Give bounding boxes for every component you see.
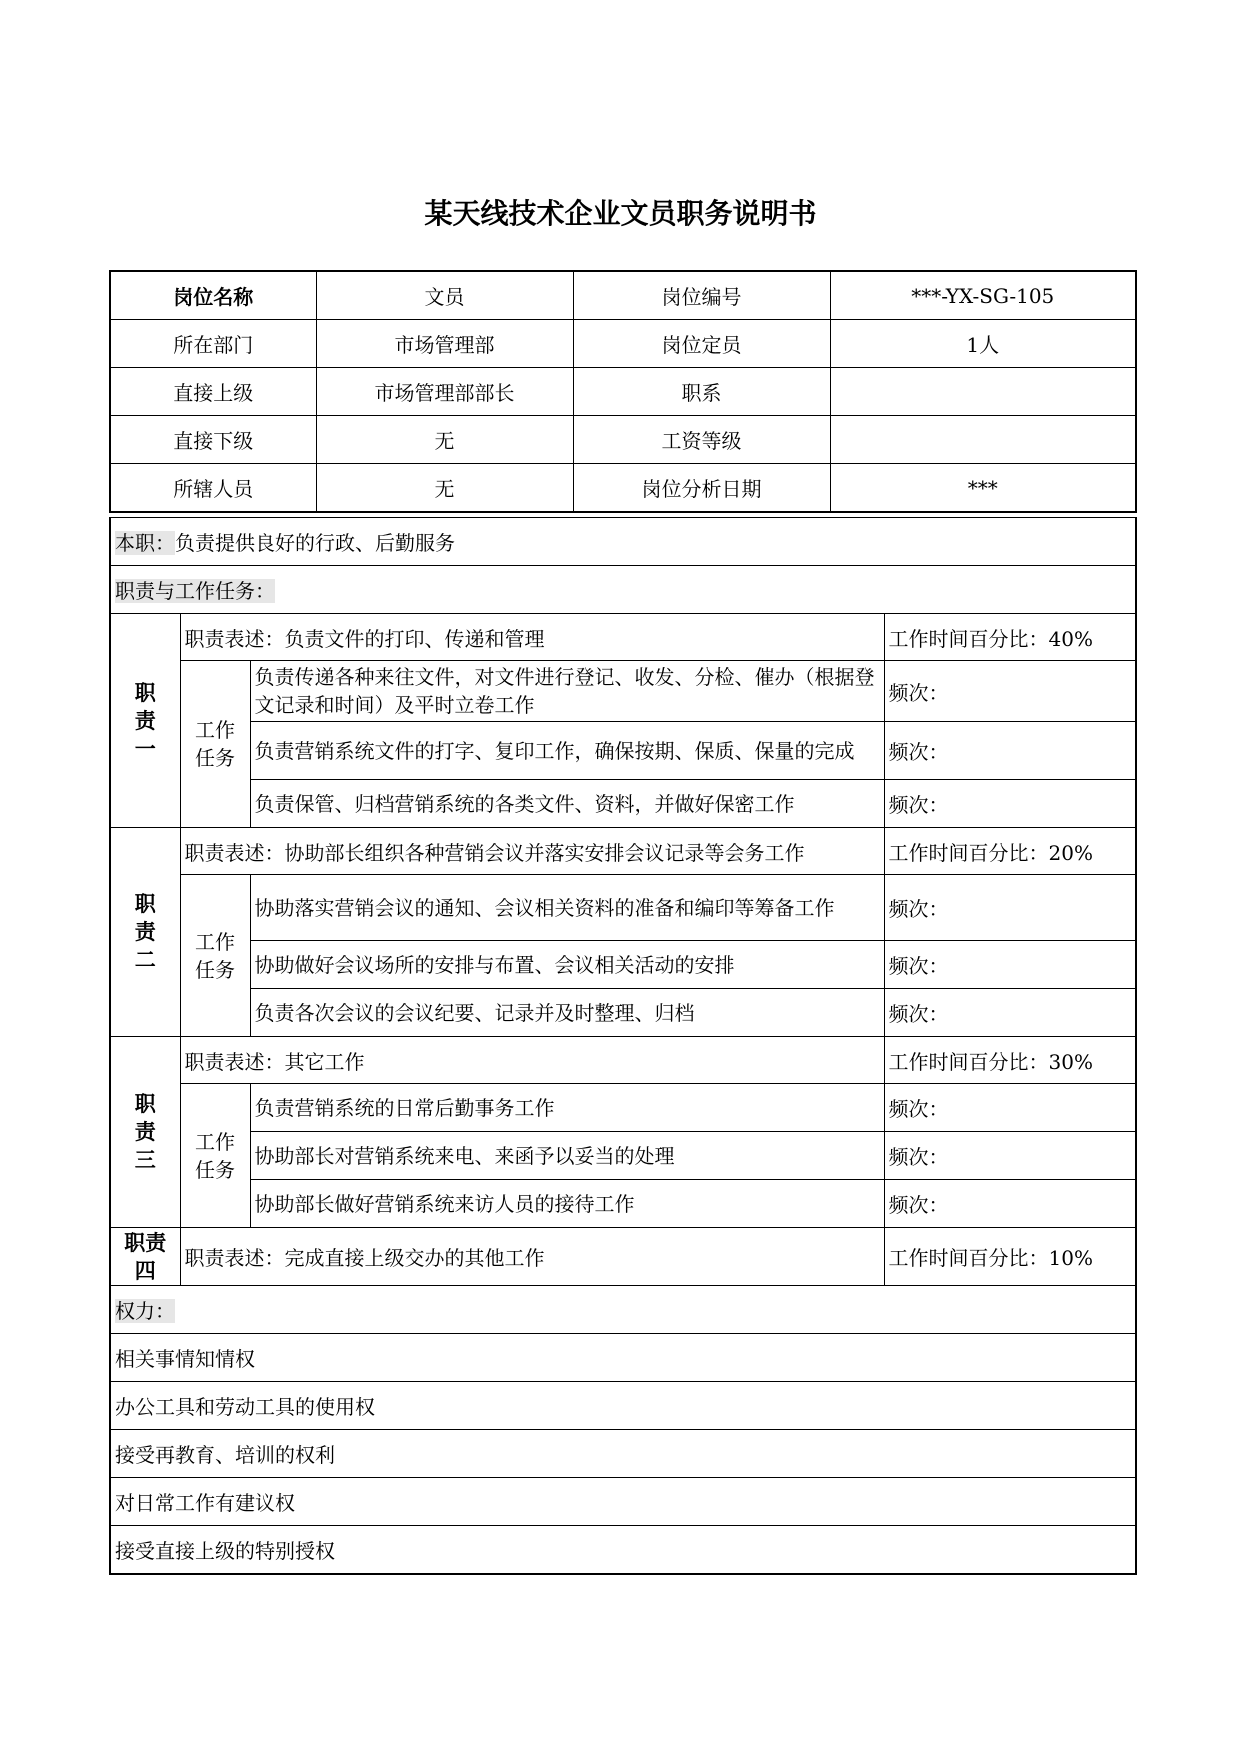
info-row [110, 416, 1136, 464]
task-text: 负责保管、归档营销系统的各类文件、资料，并做好保密工作 [250, 780, 884, 828]
duty-desc: 职责表述：完成直接上级交办的其他工作 [180, 1228, 884, 1286]
info-value [830, 368, 1136, 416]
info-value: 市场管理部 [316, 320, 573, 368]
rights-header-row [110, 1286, 1136, 1334]
duty-name [110, 614, 180, 828]
duty-name-text: 职责四 [124, 1230, 167, 1283]
duty-pct: 工作时间百分比：40% [884, 614, 1136, 661]
position-info-table [109, 270, 1137, 513]
info-row [110, 464, 1136, 513]
rights-header: 权力： [115, 1299, 175, 1323]
duty-name [110, 828, 180, 1037]
task-row [110, 661, 1136, 722]
rights-header-cell [110, 1286, 1136, 1334]
duty-desc-row [110, 1228, 1136, 1286]
task-text: 负责营销系统文件的打字、复印工作，确保按期、保质、保量的完成 [250, 722, 884, 780]
duty-name [110, 1037, 180, 1228]
rights-row [110, 1478, 1136, 1526]
info-value: 无 [316, 464, 573, 513]
task-row [110, 875, 1136, 941]
task-row [110, 1132, 1136, 1180]
task-row [110, 941, 1136, 989]
main-duty-cell [110, 518, 1136, 566]
rights-item: 对日常工作有建议权 [110, 1478, 1136, 1526]
task-row [110, 722, 1136, 780]
task-frequency: 频次： [884, 1084, 1136, 1132]
rights-row [110, 1334, 1136, 1382]
duty-desc-row [110, 614, 1136, 661]
duties-header-cell [110, 566, 1136, 614]
duties-table [109, 517, 1137, 1575]
rights-item: 相关事情知情权 [110, 1334, 1136, 1382]
main-duty-label: 本职： [115, 531, 175, 555]
info-label: 所在部门 [110, 320, 316, 368]
task-label [180, 875, 250, 1037]
task-frequency: 频次： [884, 661, 1136, 722]
main-duty-row [110, 518, 1136, 566]
task-frequency: 频次： [884, 780, 1136, 828]
task-frequency: 频次： [884, 1180, 1136, 1228]
main-duty-text: 负责提供良好的行政、后勤服务 [175, 531, 455, 555]
info-label: 岗位编号 [573, 271, 830, 320]
info-label: 岗位定员 [573, 320, 830, 368]
task-text: 负责营销系统的日常后勤事务工作 [250, 1084, 884, 1132]
task-frequency: 频次： [884, 722, 1136, 780]
duties-header: 职责与工作任务： [115, 579, 275, 603]
info-row [110, 320, 1136, 368]
info-value [830, 416, 1136, 464]
task-text: 协助部长做好营销系统来访人员的接待工作 [250, 1180, 884, 1228]
task-label-text: 工作任务 [195, 1129, 235, 1182]
task-text: 协助部长对营销系统来电、来函予以妥当的处理 [250, 1132, 884, 1180]
task-text: 协助落实营销会议的通知、会议相关资料的准备和编印等筹备工作 [250, 875, 884, 941]
info-row [110, 271, 1136, 320]
info-value: *** [830, 464, 1136, 513]
info-value: 市场管理部部长 [316, 368, 573, 416]
duty-desc: 职责表述：其它工作 [180, 1037, 884, 1084]
task-frequency: 频次： [884, 1132, 1136, 1180]
rights-item: 接受直接上级的特别授权 [110, 1526, 1136, 1575]
task-label-text: 工作任务 [195, 929, 235, 982]
duty-name-text: 职责二 [134, 892, 156, 972]
info-row [110, 368, 1136, 416]
info-label: 直接下级 [110, 416, 316, 464]
info-label: 工资等级 [573, 416, 830, 464]
task-frequency: 频次： [884, 941, 1136, 989]
duty-pct: 工作时间百分比：20% [884, 828, 1136, 875]
info-label: 岗位名称 [110, 271, 316, 320]
rights-item: 接受再教育、培训的权利 [110, 1430, 1136, 1478]
task-row [110, 989, 1136, 1037]
duty-desc-row [110, 1037, 1136, 1084]
task-frequency: 频次： [884, 875, 1136, 941]
task-label [180, 661, 250, 828]
task-label-text: 工作任务 [195, 718, 235, 770]
info-value: 无 [316, 416, 573, 464]
duty-desc: 职责表述：协助部长组织各种营销会议并落实安排会议记录等会务工作 [180, 828, 884, 875]
task-text: 协助做好会议场所的安排与布置、会议相关活动的安排 [250, 941, 884, 989]
task-row [110, 1084, 1136, 1132]
info-label: 直接上级 [110, 368, 316, 416]
task-row [110, 780, 1136, 828]
info-label: 岗位分析日期 [573, 464, 830, 513]
task-text: 负责传递各种来往文件，对文件进行登记、收发、分检、催办（根据登文记录和时间）及平时立卷工作 [250, 661, 884, 722]
duties-header-row [110, 566, 1136, 614]
rights-row [110, 1526, 1136, 1575]
info-label: 所辖人员 [110, 464, 316, 513]
duty-desc: 职责表述：负责文件的打印、传递和管理 [180, 614, 884, 661]
info-value: ***-YX-SG-105 [830, 271, 1136, 320]
duty-pct: 工作时间百分比：30% [884, 1037, 1136, 1084]
rights-row [110, 1382, 1136, 1430]
task-text: 负责各次会议的会议纪要、记录并及时整理、归档 [250, 989, 884, 1037]
duty-name [110, 1228, 180, 1286]
rights-item: 办公工具和劳动工具的使用权 [110, 1382, 1136, 1430]
info-value: 文员 [316, 271, 573, 320]
info-value: 1人 [830, 320, 1136, 368]
duty-pct: 工作时间百分比：10% [884, 1228, 1136, 1286]
duty-desc-row [110, 828, 1136, 875]
duty-name-text: 职责三 [134, 1092, 156, 1172]
duty-name-text: 职责一 [134, 680, 156, 761]
task-label [180, 1084, 250, 1228]
task-frequency: 频次： [884, 989, 1136, 1037]
info-label: 职系 [573, 368, 830, 416]
rights-row [110, 1430, 1136, 1478]
task-row [110, 1180, 1136, 1228]
page-title: 某天线技术企业文员职务说明书 [424, 197, 817, 230]
